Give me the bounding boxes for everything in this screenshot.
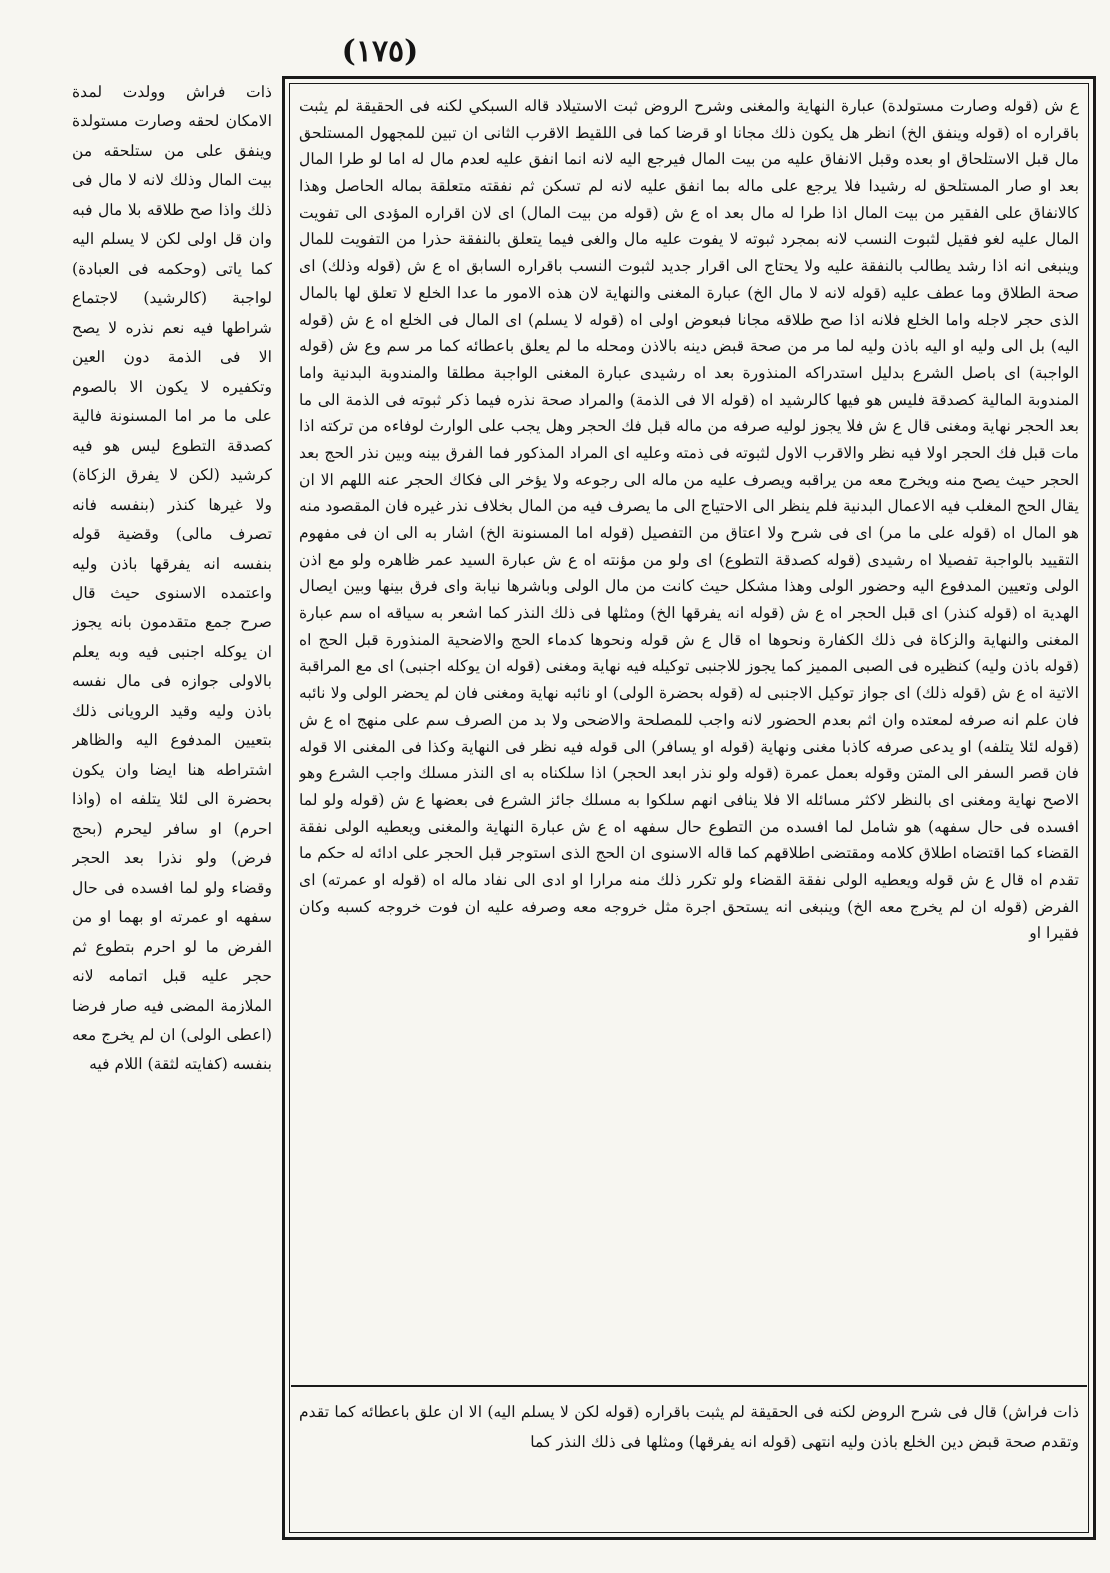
margin-text: ذات فراش وولدت لمدة الامكان لحقه وصارت مستولدة وينفق على من ستلحقه من بيت المال وذلك لانه لا مال فى ذلك واذا صح طلاقه بلا مال فبه وان قل اولى لكن لا يسلم اليه كما ياتى (وحكمه فى العبادة) لواجبة (كالرشيد) لاجتماع شراطها فيه نعم نذره لا يصح الا فى الذمة دون العين وتكفيره لا يكون الا بالصوم على ما مر اما المسنونة فالية كصدقة التطوع ليس هو فيه كرشيد (لكن لا يفرق الزكاة) ولا غيرها كنذر (بنفسه فانه تصرف مالى) وقضية قوله بنفسه انه يفرقها باذن وليه واعتمده الاسنوى حيث قال صرح جمع متقدمون بانه يجوز ان يوكله اجنبى فيه وبه يعلم بالاولى جوازه فى مال نفسه باذن وليه وقيد الرويانى ذلك بتعيين المدفوع اليه والظاهر اشتراطه هنا ايضا وان يكون بحضرة الى لئلا يتلفه اه (واذا احرم) او سافر ليحرم (بحج فرض) ولو نذرا بعد الحجر وقضاء ولو لما افسده فى حال سفهه او عمرته او بهما او من الفرض ما لو احرم بتطوع ثم حجر عليه قبل اتمامه لانه الملازمة المضى فيه صار فرضا (اعطى الولى) ان لم يخرج معه بنفسه (كفايته لثقة) اللام فيه: [72, 83, 272, 1074]
main-text-frame: [282, 76, 1096, 1540]
commentary-body: [299, 93, 1079, 1347]
footnote-text: ذات فراش) قال فى شرح الروض لكنه فى الحقيقة لم يثبت باقراره (قوله لكن لا يسلم اليه) الا ان علق باعطائه كما تقدم وتقدم صحة قبض دين الخلع باذن وليه انتهى (قوله انه يفرقها) ومثلها فى ذلك النذر كما: [299, 1403, 1079, 1452]
margin-text-column: [72, 78, 272, 1548]
footnote-divider: [291, 1385, 1087, 1387]
footnote-body: [299, 1397, 1079, 1527]
page-number: (١٧٥): [341, 34, 419, 69]
commentary-body-text: ع ش (قوله وصارت مستولدة) عبارة النهاية والمغنى وشرح الروض ثبت الاستيلاد قاله السبكي لكنه فى الحقيقة لم يثبت باقراره اه (قوله وينفق الخ) انظر هل يكون ذلك مجانا او قرضا كما فى اللقيط الاقرب الثانى ان تبين للمجهول المستلحق مال قبل الاستلحاق او بعده وقبل الانفاق عليه من بيت المال فيرجع اليه لانه انما انفق عليه لعدم مال له اما لو طرا المال بعد او صار المستلحق له رشيدا فلا يرجع على ماله بما انفق عليه لانه لم تسكن ثم نفقته متعلقة بماله الحاصل وهذا كالانفاق على الفقير من بيت المال اذا طرا له مال بعد اه ع ش (قوله من بيت المال) اى لان اقراره المؤدى الى تفويت المال عليه لغو فقيل لثبوت النسب لانه بمجرد ثبوته لا يفوت عليه مال والغى فيما يتعلق بالنفقة حذرا من التفويت للمال وينبغى انه اذا رشد يطالب بالنفقة عليه ولا يحتاج الى اقرار جديد لثبوت النسب باقراره السابق اه ع ش (قوله وذلك) اى صحة الطلاق وما عطف عليه (قوله لانه لا مال الخ) عبارة المغنى والنهاية لان هذه الامور ما عدا الخلع لا تعلق لها بالمال الذى حجر لاجله واما الخلع فلانه اذا صح طلاقه مجانا فبعوض اولى اه (قوله لا يسلم) اى المال فى الخلع اه ع ش (قوله اليه) بل الى وليه او اليه باذن وليه لما مر من صحة قبض دينه بالاذن ومحله ما لم يعلق باعطائه كما مر سم وع ش (قوله الواجبة) اى باصل الشرع بدليل استدراكه المنذورة بعد اه رشيدى عبارة المغنى الواجبة مطلقا والمندوبة البدنية واما المندوبة المالية كصدقة فليس هو فيها كالرشيد اه (قوله الا فى الذمة) والمراد صحة نذره فيما ذكر ثبوته فى الذمة الى ما بعد الحجر نهاية ومغنى قال ع ش فلا يجوز لوليه صرفه من ماله قبل فك الحجر وهل يجب على الوارث لوفاءه من تركته اذا مات قبل فك الحجر اولا فيه نظر والاقرب الاول لثبوته فى ذمته وعليه اى المراد المذكور فما الفرق بينه وبين نذر الحج بعد الحجر حيث يصح منه ويخرج معه من يراقبه ويصرف عليه من ماله الى رجوعه ولا يؤخر الى فكاك الحجر عنه اللهم الا ان يقال الحج المغلب فيه الاعمال البدنية فلم ينظر الى الاحتياج الى ما يصرف فيه من المال بخلاف نذر غيره فان المقصود منه هو المال اه (قوله على ما مر) اى فى شرح ولا اعتاق من التفصيل (قوله اما المسنونة الخ) اشار به الى ان فى مفهوم التقييد بالواجبة تفصيلا اه رشيدى (قوله كصدقة التطوع) اى ولو من مؤنته اه ع ش عبارة السيد عمر ظاهره ولو مع اذن الولى وتعيين المدفوع اليه وحضور الولى وهذا مشكل حيث كانت من مال الولى وباشرها نيابة واى فرق بينها وبين ايصال الهدية اه (قوله كنذر) اى قبل الحجر اه ع ش (قوله انه يفرقها الخ) ومثلها فى ذلك النذر كما اشعر به سياقه اه سم عبارة المغنى والنهاية والزكاة فى ذلك الكفارة ونحوها اه قال ع ش قوله ونحوها كدماء الحج والاضحية المنذورة قبل الحج اه (قوله باذن وليه) كنظيره فى الصبى المميز كما يجوز للاجنبى توكيله فيه نهاية ومغنى (قوله ان يوكله اجنبى) اى مع المراقبة الاتية اه ع ش (قوله ذلك) اى جواز توكيل الاجنبى له (قوله بحضرة الولى) او نائبه نهاية ومغنى فان لم يحضر الولى ولا نائبه فان علم انه صرفه لمعتده وان اثم بعدم الحضور لانه واجب للمصلحة والاضحى ولا بد من الصرف سم على منهج اه ع ش (قوله لئلا يتلفه) او يدعى صرفه كاذبا مغنى ونهاية (قوله او يسافر) الى قوله فيه نظر فى النهاية وكذا فى المغنى الا قوله فان قصر السفر الى المتن وقوله بعمل عمرة (قوله ولو نذر ابعد الحجر) اذا سلكناه به اى النذر مسلك واجب الشرع وهو الاصح نهاية ومغنى اى بالنظر لاكثر مسائله الا فلا ينافى انهم سلكوا به مسلك جائز الشرع فى بعضها ع ش (قوله ولو لما افسده فى حال سفهه) هو شامل لما افسده من التطوع حال سفهه اه ع ش عبارة النهاية والمغنى ويعطيه الولى نفقة القضاء كما اقتضاه اطلاق كلامه ومقتضى اطلاقهم كما قاله الاسنوى ان الحج الذى استوجر قبل الحجر على ادائه له حكم ما تقدم اه قال ع ش قوله ويعطيه الولى نفقة القضاء ولو تكرر ذلك منه مرارا او ادى الى نفاد ماله اه (قوله او عمرته) اى الفرض (قوله ان لم يخرج معه الخ) وينبغى انه يستحق اجرة مثل خروجه معه وصرفه عليه ان فوت خروجه كسبه وكان فقيرا او: [299, 97, 1079, 943]
